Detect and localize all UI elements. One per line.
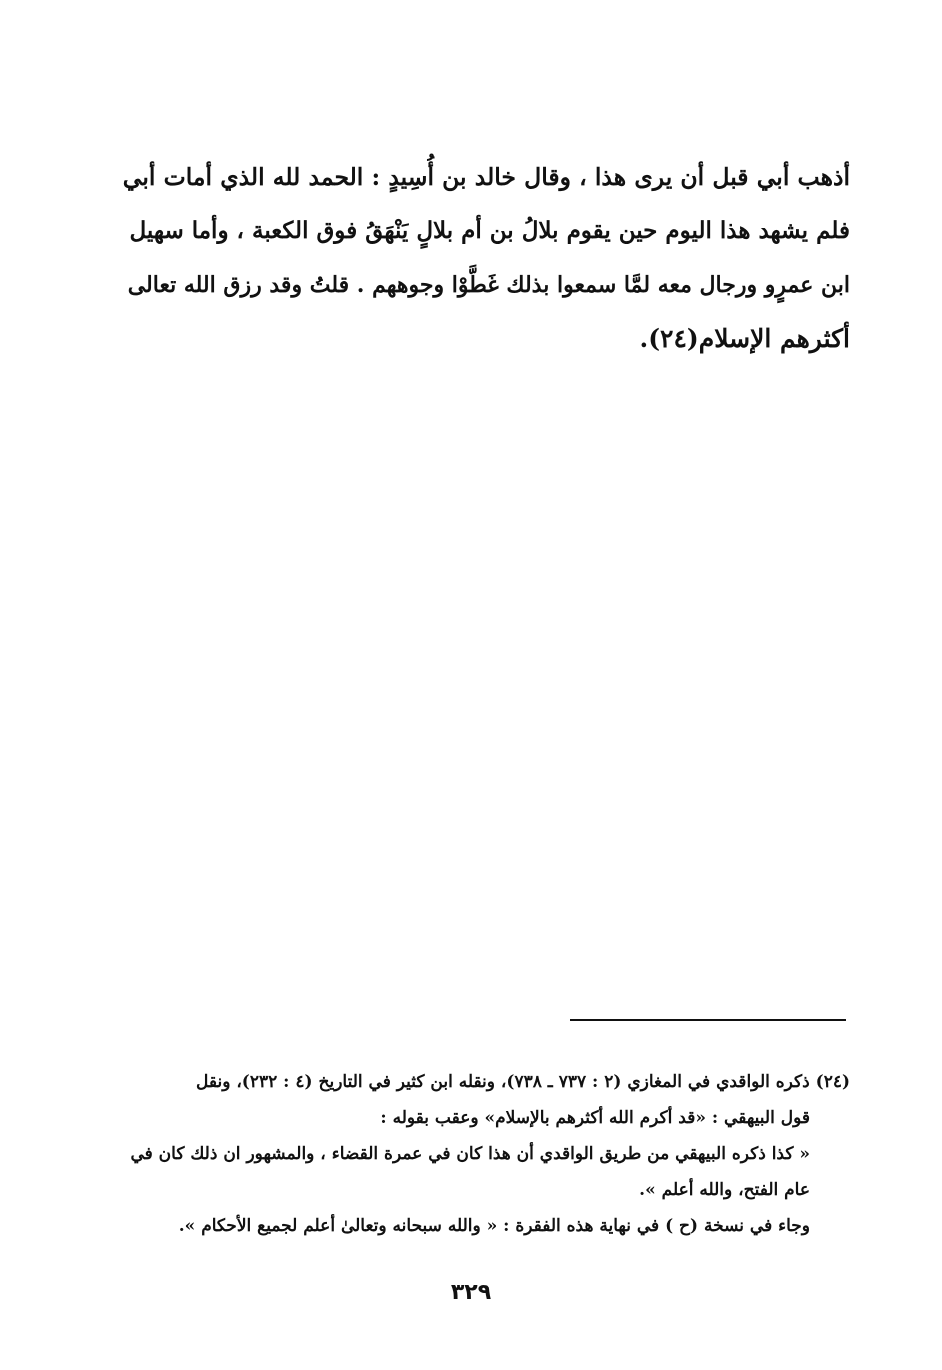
main-text-line: فلم يشهد هذا اليوم حين يقوم بلالُ بن أم بلالٍ يَنْهَقُ فوق الكعبة ، وأما سهيل [129, 217, 850, 244]
footnote-line: وجاء في نسخة (ح ) في نهاية هذه الفقرة : « والله سبحانه وتعالىٰ أعلم لجميع الأحكام ». [178, 1216, 810, 1236]
main-text-line: ابن عمرٍو ورجال معه لمَّا سمعوا بذلك غَطَّوْا وجوههم . قلتُ وقد رزق الله تعالى [127, 272, 850, 298]
footnotes-block [118, 1064, 850, 1244]
main-text-line: أكثرهم الإسلام(٢٤). [639, 324, 850, 353]
footnote-separator [570, 1019, 846, 1021]
main-text-line: أذهب أبي قبل أن يرى هذا ، وقال خالد بن أُسِيدٍ : الحمد لله الذي أمات أبي [122, 163, 850, 191]
main-text-block [118, 150, 850, 366]
page-number: ٣٢٩ [450, 1280, 492, 1305]
footnote-line: عام الفتح، والله أعلم ». [639, 1180, 810, 1200]
footnote-line: « كذا ذكره البيهقي من طريق الواقدي أن هذا كان في عمرة القضاء ، والمشهور ان ذلك كان في [130, 1144, 810, 1164]
footnote-line: (٢٤) ذكره الواقدي في المغازي (٢ : ٧٣٧ ـ ٧٣٨)، ونقله ابن كثير في التاريخ (٤ : ٢٣٢)، ونقل [195, 1072, 850, 1092]
footnote-line: قول البيهقي : «قد أكرم الله أكثرهم بالإسلام» وعقب بقوله : [380, 1108, 810, 1128]
